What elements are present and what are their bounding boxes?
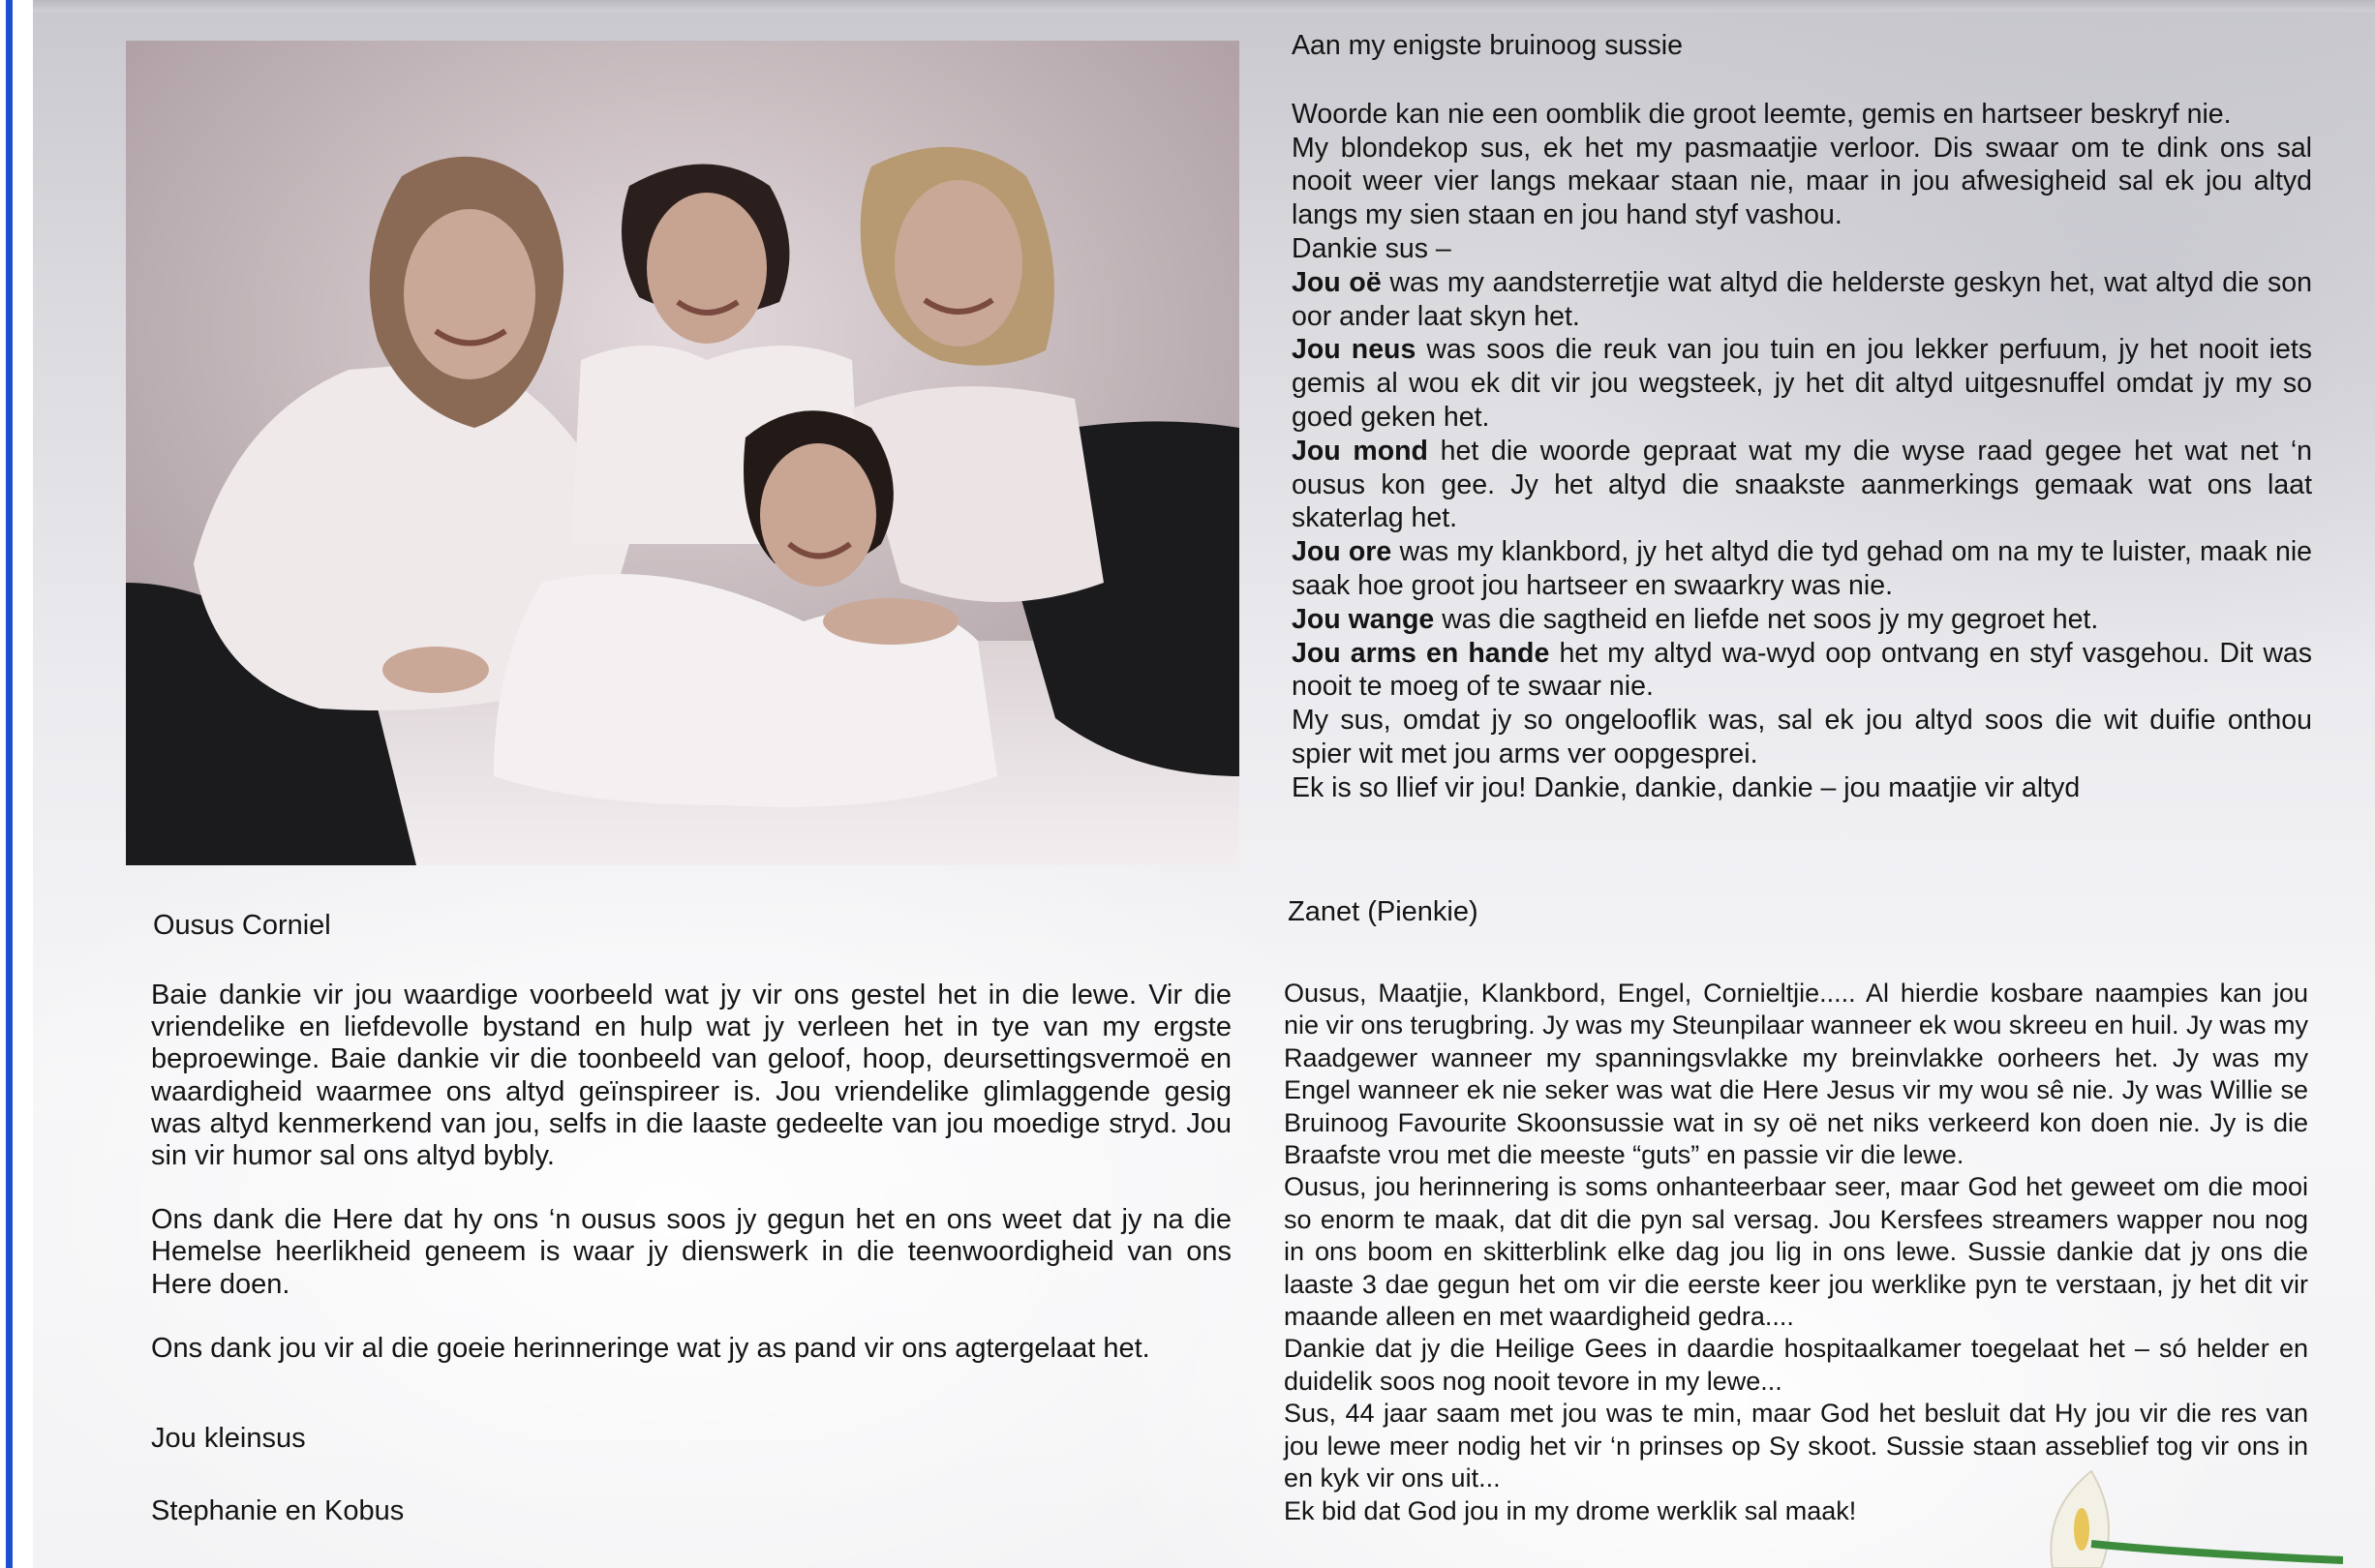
item-text: was soos die reuk van jou tuin en jou lekker perfuum, jy het nooit iets gemis al wou ek dit vir jou wegsteek, jy het dit altyd uitgesnuffel omdat jy my so goed geken het.	[1292, 334, 2312, 433]
letter-intro: Woorde kan nie een oomblik die groot leemte, gemis en hartseer beskryf nie.	[1292, 98, 2232, 130]
tribute-ousus	[1284, 978, 2308, 1527]
tribute-signature: Stephanie en Kobus	[151, 1495, 405, 1526]
tribute-paragraph: Sus, 44 jaar saam met jou was te min, maar God het besluit dat Hy jou vir die res van jou lewe meer nodig het vir ‘n prinses op Sy skoot. Sussie staan asseblief tog vir ons in en kyk vir ons uit...	[1284, 1399, 2308, 1493]
item-label: Jou arms en hande	[1292, 637, 1550, 669]
item-text: was my aandsterretjie wat altyd die helderste geskyn het, wat altyd die son oor ander laat skyn het.	[1292, 266, 2312, 332]
tribute-corniel-heading: Ousus Corniel	[153, 910, 331, 941]
lily-flower-icon	[2014, 1452, 2343, 1568]
tribute-paragraph: Ons dank die Here dat hy ons ‘n ousus soos jy gegun het en ons weet dat jy na die Hemelse heerlikheid geneem is waar jy dienswerk in die teenwoordigheid van ons Here doen.	[151, 1204, 1232, 1300]
tribute-paragraph: Ek bid dat God jou in my drome werklik sal maak!	[1284, 1495, 1857, 1525]
tribute-paragraph: Dankie dat jy die Heilige Gees in daardie hospitaalkamer toegelaat het – só helder en duidelik soos nog nooit tevore in my lewe...	[1284, 1334, 2308, 1396]
top-scan-edge	[33, 0, 2375, 12]
item-label: Jou neus	[1292, 334, 1416, 366]
tribute-paragraph: Ons dank jou vir al die goeie herinneringe wat jy as pand vir ons agtergelaat het.	[151, 1332, 1150, 1364]
letter-item-arms	[1292, 637, 2312, 705]
item-label: Jou mond	[1292, 435, 1428, 467]
blue-margin-rule	[6, 0, 13, 1568]
tribute-signoff: Jou kleinsus	[151, 1423, 306, 1454]
sisters-photo	[126, 41, 1239, 865]
tribute-paragraph: Ousus, jou herinnering is soms onhanteerbaar seer, maar God het geweet om die mooi so enorm te maak, dat dit die pyn sal versag. Jou Kersfees streamers wapper nou nog in ons boom en skitterblink elke dag jou lig in ons lewe. Sussie dankie dat jy ons die laaste 3 dae gegun het om vir die eerste keer jou werklike pyn te verstaan, jy het dit vir maande alleen en met waardigheid gedra....	[1284, 1172, 2308, 1332]
letter-item-ears	[1292, 535, 2312, 603]
item-text: was die sagtheid en liefde net soos jy my gegroet het.	[1434, 603, 2099, 635]
tribute-paragraph: Baie dankie vir jou waardige voorbeeld wat jy vir ons gestel het in die lewe. Vir die vriendelike en liefdevolle bystand en hulp wat jy verleen het in tye van my ergste beproewinge. Baie dankie vir die toonbeeld van geloof, hoop, deursettingsvermoë en waardigheid waarmee ons altyd geïnspireer is. Jou vriendelike glimlaggende gesig was altyd kenmerkend van jou, selfs in die laaste gedeelte van jou moedige stryd. Jou sin vir humor sal ons altyd bybly.	[151, 980, 1232, 1172]
letter-closing: Ek is so llief vir jou! Dankie, dankie, dankie – jou maatjie vir altyd	[1292, 771, 2081, 803]
letter-heading: Aan my enigste bruinoog sussie	[1292, 30, 1683, 61]
letter-item-nose	[1292, 333, 2312, 434]
letter-paragraph-last: My sus, omdat jy so ongelooflik was, sal ek jou altyd soos die wit duifie onthou spier wit met jou arms ver oopgesprei.	[1292, 705, 2312, 769]
letter-item-mouth	[1292, 435, 2312, 535]
letter-paragraph: My blondekop sus, ek het my pasmaatjie verloor. Dis swaar om te dink ons sal nooit weer vier langs mekaar staan nie, maar in jou afwesigheid sal ek jou altyd langs my sien staan en jou hand styf vashou.	[1292, 132, 2312, 231]
tribute-corniel	[151, 980, 1232, 1397]
item-label: Jou oë	[1292, 266, 1382, 298]
item-text: het my altyd wa-wyd oop ontvang en styf vasgehou. Dit was nooit te moeg of te swaar nie.	[1292, 637, 2312, 703]
spacer	[1292, 63, 2312, 98]
item-text: het die woorde gepraat wat my die wyse raad gegee het wat net ‘n ousus kon gee. Jy het altyd die snaakste aanmerkings gemaak wat ons laat skaterlag het.	[1292, 435, 2313, 534]
item-text: was my klankbord, jy het altyd die tyd gehad om na my te luister, maak nie saak hoe groot jou hartseer en swaarkry was nie.	[1292, 536, 2312, 601]
letter-thanks: Dankie sus –	[1292, 232, 1451, 264]
tribute-paragraph: Ousus, Maatjie, Klankbord, Engel, Cornieltjie..... Al hierdie kosbare naampies kan jou nie vir ons terugbring. Jy was my Steunpilaar wanneer ek wou skreeu en huil. Jy was my Raadgewer wanneer my spanningsvlakke my breinvlakke oorheers het. Jy was my Engel wanneer ek nie seker was wat die Here Jesus vir my wou sê nie. Jy was Willie se Bruinoog Favourite Skoonsussie wat in sy oë net niks verkeerd kon doen nie. Jy is die Braafste vrou met die meeste “guts” en passie vir die lewe.	[1284, 979, 2308, 1170]
item-label: Jou wange	[1292, 603, 1435, 635]
letter-signature: Zanet (Pienkie)	[1288, 896, 1478, 927]
letter-item-eyes	[1292, 266, 2312, 334]
item-label: Jou ore	[1292, 536, 1392, 568]
letter-item-cheeks	[1292, 603, 2312, 637]
letter-zanet	[1292, 29, 2312, 805]
